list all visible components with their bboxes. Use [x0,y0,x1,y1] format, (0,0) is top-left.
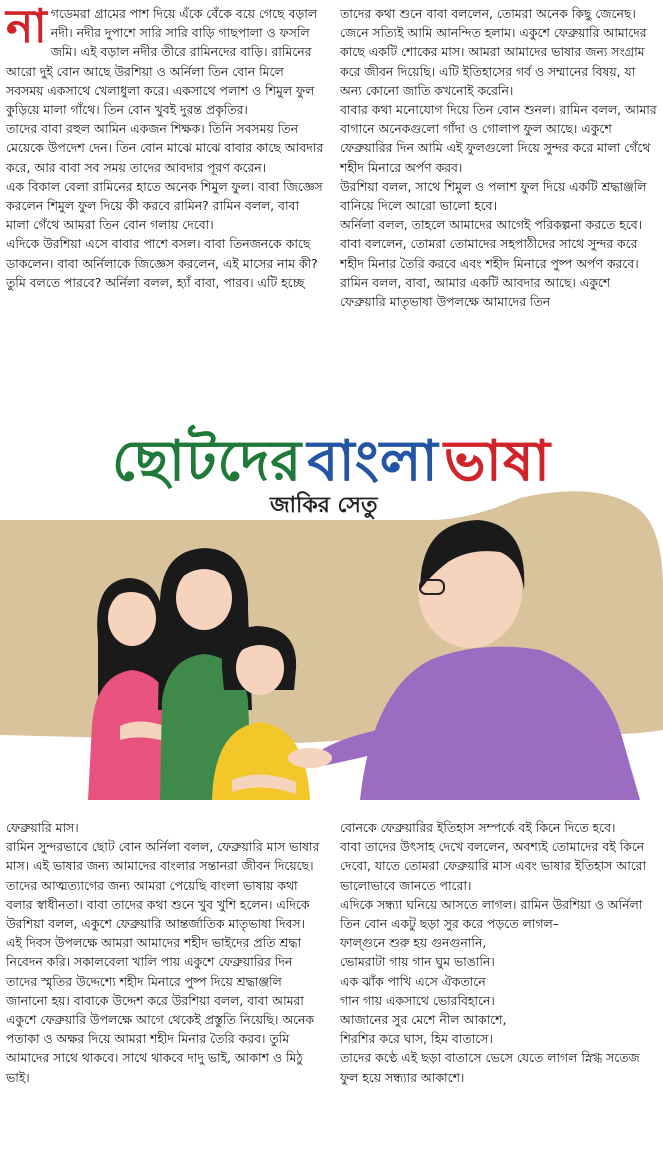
drop-cap: না [6,0,47,53]
paragraph: রামিন সুন্দরভাবে ছোট বোন অর্নিলা বলল, ফেব্রুয়ারি মাস ভাষার মাস। এই ভাষার জন্য আমাদের বাংলার সন্তানরা জীবন দিয়েছে। তাদের আত্মত্যাগের জন্য আমরা পেয়েছি বাংলা ভাষায় কথা বলার স্বাধীনতা। বাবা তাদের কথা শুনে খুব খুশি হলেন। এদিকে উরশিয়া বলল, একুশে ফেব্রুয়ারি আন্তর্জাতিক মাতৃভাষা দিবস। এই দিবস উপলক্ষে আমরা আমাদের শহীদ ভাইদের প্রতি শ্রদ্ধা নিবেদন করি। সকালবেলা খালি পায় একুশে ফেব্রুয়ারির দিন তাদের স্মৃতির উদ্দেশ্যে শহীদ মিনারে পুষ্প দিয়ে শ্রদ্ধাঞ্জলি জানানো হয়। বাবাকে উদ্দেশ করে উরশিয়া বলল, বাবা আমরা একুশে ফেব্রুয়ারি উপলক্ষে আগে থেকেই প্রস্তুতি নিয়েছি। অনেক পতাকা ও অক্ষর দিয়ে আমরা শহীদ মিনার তৈরি করব। তুমি আমাদের সাথে থাকবে। সাথে থাকবে দাদু ভাই, আকাশ ও মিঠু ভাই। [6,839,320,1085]
paragraph: বাবা তাদের উৎসাহ দেখে বললেন, অবশ্যই তোমাদের বই কিনে দেবো, যাতে তোমরা ফেব্রুয়ারি মাস এবং ভাষার ইতিহাস আরো ভালোভাবে জানতে পারো। [340,839,647,893]
article-column-bottom-left [6,818,324,1087]
paragraph: এদিকে সন্ধ্যা ঘনিয়ে আসতে লাগল। রামিন উরশিয়া ও অর্নিলা তিন বোন একটু ছড়া সুর করে পড়তে লাগল– [340,896,643,932]
paragraph: উরশিয়া বলল, সাথে শিমুল ও পলাশ ফুল দিয়ে একটি শ্রদ্ধাঞ্জলি বানিয়ে দিলে আরো ভালো হবে। [340,178,647,214]
rhyme-line: আজানের সুর মেশে নীল আকাশে, [340,1012,507,1028]
article-column-bottom-right [340,818,658,1087]
title-word-green: ছোটদের [112,429,303,494]
family-illustration [0,490,663,810]
rhyme-line: ভোমরাটা গায় গান ঘুম ভাঙানি। [340,954,495,970]
paragraph: রামিন বলল, বাবা, আমার একটি আবদার আছে। একুশে ফেব্রুয়ারি মাতৃভাষা উপলক্ষে আমাদের তিন [340,274,611,310]
paragraph: তাদের কথা শুনে বাবা বললেন, তোমরা অনেক কিছু জেনেছ। জেনে সত্যিই আমি আনন্দিত হলাম। একুশে ফেব্রুয়ারি আমাদের কাছে একটি শোকের মাস। আমরা আমাদের ভাষার জন্য সংগ্রাম করে জীবন দিয়েছি। এটি ইতিহাসের গর্ব ও সম্মানের বিষয়, যা অন্য কোনো জাতি কখনোই করেনি। [340,6,647,98]
title-word-blue: বাংলা [307,429,439,494]
rhyme-line: শিরশির করে ঘাস, হিম বাতাসে। [340,1031,493,1047]
author-byline: জাকির সেতু [270,493,378,518]
rhyme-line: এক ঝাঁক পাখি এসে ঐকতানে [340,973,486,989]
rhyme-line: ফাল্গুনে শুরু হয় গুনগুনানি, [340,935,487,951]
paragraph: বাবার কথা মনোযোগ দিয়ে তিন বোন শুনল। রামিন বলল, আমার বাগানে অনেকগুলো গাঁদা ও গোলাপ ফুল আছে। একুশে ফেব্রুয়ারির দিন আমি এই ফুলগুলো দিয়ে সুন্দর করে মালা গেঁথে শহীদ মিনারে অর্পণ করব। [340,102,657,175]
paragraph: বাবা বললেন, তোমরা তোমাদের সহপাঠীদের সাথে সুন্দর করে শহীদ মিনার তৈরি করবে এবং শহীদ মিনারে পুষ্প অর্পণ করবে। [340,236,639,271]
paragraph: বোনকে ফেব্রুয়ারির ইতিহাস সম্পর্কে বই কিনে দিতে হবে। [340,820,616,835]
paragraph: ফেব্রুয়ারি মাস। [6,820,79,835]
article-column-top-right [340,4,658,311]
paragraph: অর্নিলা বলল, তাহলে আমাদের আগেই পরিকল্পনা করতে হবে। [340,217,643,233]
rhyme-line: গান গায় একসাথে ভোরবিহানে। [340,992,495,1008]
title-word-red: ভাষা [443,429,551,494]
paragraph: এক বিকাল বেলা রামিনের হাতে অনেক শিমুল ফুল। বাবা জিজ্ঞেস করলেন শিমুল ফুল দিয়ে কী করবে রামিন? রামিন বলল, বাবা মালা গেঁথে আমরা তিন বোন গলায় দেবো। [6,178,323,233]
paragraph: তাদের কণ্ঠে এই ছড়া বাতাসে ভেসে যেতে লাগল স্নিগ্ধ সতেজ ফুল হয়ে সন্ধ্যার আকাশে। [340,1050,640,1085]
paragraph: তাদের বাবা রহুল আমিন একজন শিক্ষক। তিনি সবসময় তিন মেয়েকে উপদেশ দেন। তিন বোন মাঝে মাঝে বাবার কাছে আবদার করে, আর বাবা সব সময় তাদের আবদার পূরণ করেন। [6,121,324,175]
paragraph: গডেমরা গ্রামের পাশ দিয়ে এঁকে বেঁকে বয়ে গেছে বড়াল নদী। নদীর দুপাশে সারি সারি বাড়ি গাছপালা ও ফসলি জমি। এই বড়াল নদীর তীরে রামিনদের বাড়ি। রামিনের আরো দুই বোন আছে উরশিয়া ও অর্নিলা তিন বোন মিলে সবসময় একসাথে খেলাধুলা করে। একসাথে পলাশ ও শিমুল ফুল কুড়িয়ে মালা গাঁথে। তিন বোন খুবই দুরন্ত প্রকৃতির। [6,6,318,118]
article-column-top-left [6,0,324,292]
paragraph: এদিকে উরশিয়া এসে বাবার পাশে বসল। বাবা তিনজনকে কাছে ডাকলেন। বাবা অর্নিলাকে জিজ্ঞেস করলেন, এই মাসের নাম কী? তুমি বলতে পারবে? অর্নিলা বলল, হ্যাঁ বাবা, পারব। এটি হচ্ছে [6,236,318,290]
